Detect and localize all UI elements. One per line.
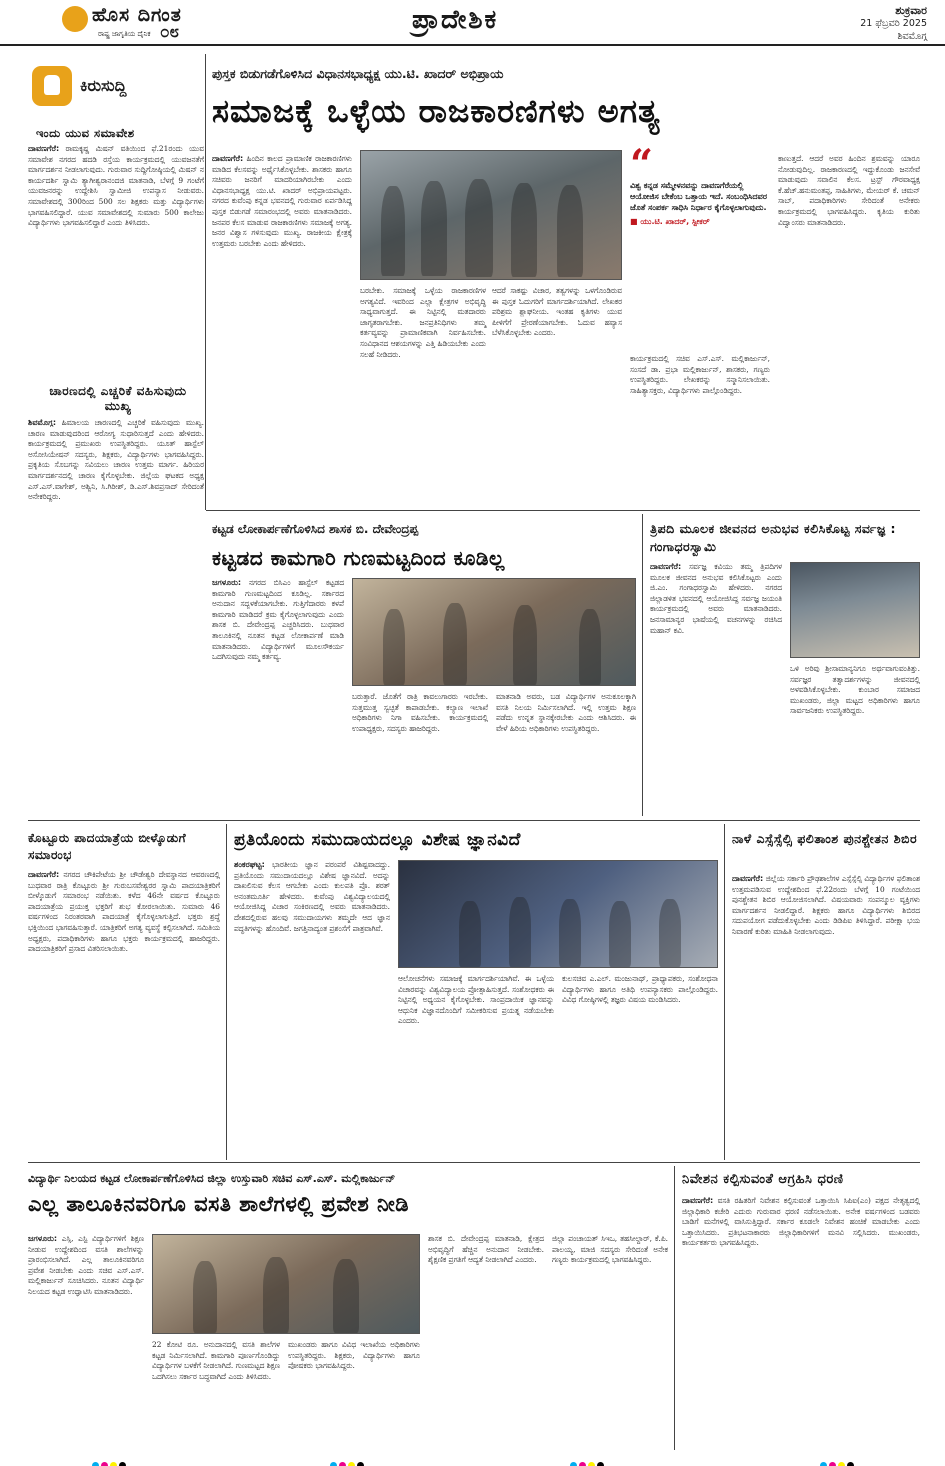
hostel-headline: ಎಲ್ಲ ತಾಲೂಕಿನವರಿಗೂ ವಸತಿ ಶಾಲೆಗಳಲ್ಲಿ ಪ್ರವೇಶ ನೀಡಿ xyxy=(28,1192,410,1216)
quote-attribution: ■ ಯು.ಟಿ. ಖಾದರ್, ಸ್ಪೀಕರ್ xyxy=(630,217,710,226)
column-rule xyxy=(724,824,725,1160)
kotturu-text: ನಗರದ ಚೌಕಿಪೇಟೆಯ ಶ್ರೀ ಚೌಡೇಶ್ವರಿ ದೇವಸ್ಥಾನದ ಆವರಣದಲ್ಲಿ ಬುಧವಾರ ರಾತ್ರಿ ಕೊಟ್ಟೂರು ಶ್ರೀ ಗುರುಬಸವೇಶ್ವರರ ಸ್ವಾಮಿ ಪಾದಯಾತ್ರಿಕರಿಗೆ ಬೀಳ್ಕೊಡುಗೆ ಸಮಾರಂಭ ನಡೆಯಿತು. ಕಳೆದ 46ನೇ ವರ್ಷದ ಕೊಟ್ಟೂರು ಪಾದಯಾತ್ರೆಯ ಪ್ರಯುಕ್ತ ಭಕ್ತರಿಗೆ ಶುಭ ಕೋರಲಾಯಿತು. ಸುಮಾರು 46 ವರ್ಷಗಳಿಂದ ನಿರಂತರವಾಗಿ ಪಾದಯಾತ್ರೆ ಕೈಗೊಳ್ಳಲಾಗುತ್ತಿದೆ. ಭಕ್ತರು ಶ್ರದ್ಧೆ ಭಕ್ತಿಯಿಂದ ಭಾಗವಹಿಸುತ್ತಾರೆ. ಯಾತ್ರಿಕರಿಗೆ ಅಗತ್ಯ ವ್ಯವಸ್ಥೆ ಕಲ್ಪಿಸಲಾಗಿದೆ. ಸಮಿತಿಯ ಅಧ್ಯಕ್ಷರು, ಪದಾಧಿಕಾರಿಗಳು ಹಾಗೂ ಭಕ್ತರು ಕಾರ್ಯಕ್ರಮದಲ್ಲಿ ಹಾಜರಿದ್ದರು. ಪಾದಯಾತ್ರಿಕರಿಗೆ ಪ್ರಸಾದ ವಿತರಿಸಲಾಯಿತು. xyxy=(28,870,220,954)
kotturu-story xyxy=(28,826,220,1156)
hostel-body-col-1 xyxy=(28,1234,144,1448)
hostel-story xyxy=(28,1168,668,1448)
building-body-col-2: ಬರುತ್ತಾರೆ. ಜೊತೆಗೆ ರಾತ್ರಿ ಕಾವಲುಗಾರರು ಇರಬೇಕು. ಸುತ್ತಮುತ್ತ ಸ್ವಚ್ಛತೆ ಕಾಪಾಡಬೇಕು. ಕಲ್ಯಾಣ ಇಲಾಖೆ ಅಧಿಕಾರಿಗಳು ನಿಗಾ ವಹಿಸಬೇಕು. ಕಾರ್ಯಕ್ರಮದಲ್ಲಿ ಉಪಾಧ್ಯಕ್ಷರು, ಸದಸ್ಯರು ಹಾಜರಿದ್ದರು. xyxy=(352,692,488,733)
brief-1-text: ರಾಮಕೃಷ್ಣ ಮಿಷನ್ ವತಿಯಿಂದ ಫೆ.21ರಂದು ಯುವ ಸಮಾವೇಶ ನಗರದ ಹದಡಿ ರಸ್ತೆಯ ಕಾರ್ಯಕ್ರಮದಲ್ಲಿ ಯುವಜನತೆಗೆ ಮಾರ್ಗದರ್ಶನ ನೀಡಲಾಗುವುದು. ಗುರುವಾರ ಸುದ್ದಿಗೋಷ್ಠಿಯಲ್ಲಿ ಮಿಷನ್ ನ ಕಾರ್ಯದರ್ಶಿ ಸ್ವಾಮಿ ತ್ಯಾಗೀಶ್ವರಾನಂದಜಿ ಮಾತನಾಡಿ, ಬೆಳಗ್ಗೆ 9 ಗಂಟೆಗೆ ಯುವಜನರನ್ನು ಉದ್ದೇಶಿಸಿ ಸ್ವಾಮೀಜಿ ಉಪನ್ಯಾಸ ನೀಡುವರು. ಸಮಾವೇಶದಲ್ಲಿ 300ರಿಂದ 500 ಸಲ ಶಿಕ್ಷಕರು ಮತ್ತು ವಿದ್ಯಾರ್ಥಿಗಳು ಭಾಗವಹಿಸಲಿದ್ದಾರೆ. ಯುವ ಸಮಾವೇಶದಲ್ಲಿ ಸುಮಾರು 500 ಕಾಲೇಜು ವಿದ್ಯಾರ್ಥಿಗಳು ಭಾಗವಹಿಸಲಿದ್ದಾರೆ ಎಂದು ತಿಳಿಸಿದರು. xyxy=(28,144,204,228)
knowledge-body-col-2: ಆಲೋಚನೆಗಳು ಸಮಾಜಕ್ಕೆ ಮಾರ್ಗದರ್ಶಿಯಾಗಿವೆ. ಈ ಒಳ್ಳೆಯ ವಿಚಾರವನ್ನು ವಿಶ್ವವಿದ್ಯಾಲಯ ಪ್ರೋತ್ಸಾಹಿಸುತ್ತದೆ. ಸಂಶೋಧಕರು ಈ ನಿಟ್ಟಿನಲ್ಲಿ ಅಧ್ಯಯನ ಕೈಗೊಳ್ಳಬೇಕು. ಸಾಂಪ್ರದಾಯಿಕ ಜ್ಞಾನವನ್ನು ಆಧುನಿಕ ವಿಜ್ಞಾನದೊಂದಿಗೆ ಸಮೀಕರಿಸುವ ಪ್ರಯತ್ನ ನಡೆಯಬೇಕು ಎಂದರು. xyxy=(398,974,554,1026)
hostel-text-1: ಎಸ್ಸಿ, ಎಸ್ಟಿ ವಿದ್ಯಾರ್ಥಿಗಳಿಗೆ ಶಿಕ್ಷಣ ನೀಡುವ ಉದ್ದೇಶದಿಂದ ವಸತಿ ಶಾಲೆಗಳನ್ನು ಪ್ರಾರಂಭಿಸಲಾಗಿದೆ. ಎಲ್ಲ ತಾಲೂಕಿನವರಿಗೂ ಪ್ರವೇಶ ನೀಡಬೇಕು ಎಂದು ಸಚಿವ ಎಸ್.ಎಸ್. ಮಲ್ಲಿಕಾರ್ಜುನ್ ಸೂಚಿಸಿದರು. ನೂತನ ವಿದ್ಯಾರ್ಥಿ ನಿಲಯದ ಕಟ್ಟಡ ಉದ್ಘಾಟಿಸಿ ಮಾತನಾಡಿದರು. xyxy=(28,1234,144,1296)
lead-body-col-1 xyxy=(212,154,352,504)
masthead xyxy=(0,0,945,46)
photo-figure xyxy=(465,179,493,277)
column-rule xyxy=(205,54,206,510)
registration-marks xyxy=(330,1454,366,1462)
building-dateline: ಜಗಳೂರು: xyxy=(212,578,242,587)
sslc-headline: ನಾಳೆ ಎಸ್ಸೆಸ್ಸೆಲ್ಸಿ ಫಲಿತಾಂಶ ಪುನಶ್ಚೇತನ ಶಿಬಿರ xyxy=(732,831,918,846)
section-title: ಪ್ರಾದೇಶಿಕ xyxy=(412,5,499,35)
building-text-1: ನಗರದ ಬಿಸಿಎಂ ಹಾಸ್ಟೆಲ್ ಕಟ್ಟಡದ ಕಾಮಗಾರಿ ಗುಣಮಟ್ಟದಿಂದ ಕೂಡಿಲ್ಲ. ಸರ್ಕಾರದ ಅನುದಾನ ಸದ್ಬಳಕೆಯಾಗಬೇಕು. ಗುತ್ತಿಗೆದಾರರು ಕಳಪೆ ಕಾಮಗಾರಿ ಮಾಡಿದರೆ ಕ್ರಮ ಕೈಗೊಳ್ಳಲಾಗುವುದು ಎಂದು ಶಾಸಕ ಬಿ. ದೇವೇಂದ್ರಪ್ಪ ಎಚ್ಚರಿಸಿದರು. ಬುಧವಾರ ತಾಲೂಕಿನಲ್ಲಿ ನೂತನ ಕಟ್ಟಡ ಲೋಕಾರ್ಪಣೆ ಮಾಡಿ ಮಾತನಾಡಿದರು. ವಿದ್ಯಾರ್ಥಿಗಳಿಗೆ ಮೂಲಸೌಕರ್ಯ ಒದಗಿಸುವುದು ನಮ್ಮ ಕರ್ತವ್ಯ. xyxy=(212,578,344,662)
paper-name: ಹೊಸ ದಿಗಂತ xyxy=(92,4,182,26)
sslc-text: ಜಿಲ್ಲೆಯ ಸರ್ಕಾರಿ ಪ್ರೌಢಶಾಲೆಗಳ ಎಸ್ಸೆಸ್ಸೆಲ್ಸಿ ವಿದ್ಯಾರ್ಥಿಗಳ ಫಲಿತಾಂಶ ಉತ್ತಮಪಡಿಸುವ ಉದ್ದೇಶದಿಂದ ಫೆ.22ರಂದು ಬೆಳಗ್ಗೆ 10 ಗಂಟೆಯಿಂದ ಪುನಶ್ಚೇತನ ಶಿಬಿರ ಆಯೋಜಿಸಲಾಗಿದೆ. ವಿಷಯವಾರು ಸಂಪನ್ಮೂಲ ವ್ಯಕ್ತಿಗಳು ಮಾರ್ಗದರ್ಶನ ನೀಡಲಿದ್ದಾರೆ. ಶಿಕ್ಷಕರು ಹಾಗೂ ವಿದ್ಯಾರ್ಥಿಗಳು ಶಿಬಿರದ ಸದುಪಯೋಗ ಪಡೆದುಕೊಳ್ಳಬೇಕು ಎಂದು ಡಿಡಿಪಿಐ ತಿಳಿಸಿದ್ದಾರೆ. ಪರೀಕ್ಷಾ ಭಯ ನಿವಾರಣೆ ಕುರಿತು ಮಾಹಿತಿ ನೀಡಲಾಗುವುದು. xyxy=(732,874,920,936)
section-rule xyxy=(206,510,920,511)
building-body-col-3: ಮಾತನಾಡಿ ಅವರು, ಬಡ ವಿದ್ಯಾರ್ಥಿಗಳ ಅನುಕೂಲಕ್ಕಾಗಿ ವಸತಿ ನಿಲಯ ನಿರ್ಮಿಸಲಾಗಿದೆ. ಇಲ್ಲಿ ಉತ್ತಮ ಶಿಕ್ಷಣ ಪಡೆದು ಉನ್ನತ ಸ್ಥಾನಕ್ಕೇರಬೇಕು ಎಂದು ಆಶಿಸಿದರು. ಈ ವೇಳೆ ಹಿರಿಯ ಅಧಿಕಾರಿಗಳು ಉಪಸ್ಥಿತರಿದ್ದರು. xyxy=(496,692,636,733)
registration-marks xyxy=(570,1454,606,1462)
sarvajna-dateline: ದಾವಣಗೆರೆ: xyxy=(650,562,682,571)
quote-text: ವಿಶ್ವ ಕನ್ನಡ ಸಮ್ಮೇಳನವನ್ನು ದಾವಣಗೆರೆಯಲ್ಲಿ ಆಯೋಜಿಸ ಬೇಕೆಂಬ ಒತ್ತಾಯ ಇದೆ. ಸಂಬಂಧಿಸಿದವರ ಜೊತೆ ಸಂಪರ್ಕ ಸಾಧಿಸಿ ನಿರ್ಧಾರ ಕೈಗೊಳ್ಳಲಾಗುವುದು. xyxy=(630,181,767,212)
lead-kicker: ಪುಸ್ತಕ ಬಿಡುಗಡೆಗೊಳಿಸಿದ ವಿಧಾನಸಭಾಧ್ಯಕ್ಷ ಯು.ಟಿ. ಖಾದರ್ ಅಭಿಪ್ರಾಯ xyxy=(212,66,504,81)
photo-figure xyxy=(509,897,531,967)
brief-1-headline: ಇಂದು ಯುವ ಸಮಾವೇಶ xyxy=(36,126,135,140)
photo-figure xyxy=(459,901,481,967)
knowledge-dateline: ಶಂಕರಘಟ್ಟ: xyxy=(234,860,265,869)
issue-dateline xyxy=(860,4,927,43)
section-rule xyxy=(28,1162,920,1163)
quote-mark-icon: “ xyxy=(630,141,654,188)
knowledge-story xyxy=(234,826,718,1156)
hand-icon xyxy=(44,75,60,95)
pull-quote xyxy=(630,141,770,350)
lead-body-col-5: ಕಾಣುತ್ತದೆ. ಆದರೆ ಅವರ ಹಿಂದಿನ ಶ್ರಮವನ್ನು ಯಾರೂ ನೋಡುವುದಿಲ್ಲ. ರಾಜಕಾರಣದಲ್ಲಿ ಇದ್ದುಕೊಂಡು ಜನಸೇವೆ ಮಾಡುವುದು ಸವಾಲಿನ ಕೆಲಸ. ಟ್ರಸ್ಟ್ ಗೌರವಾಧ್ಯಕ್ಷ ಕೆ.ಹೆಚ್.ಹನುಮಂತಪ್ಪ, ಸಾಹಿತಿಗಳು, ಮೇಯರ್ ಕೆ. ಚಮನ್ ಸಾಬ್, ಪದಾಧಿಕಾರಿಗಳು ಸೇರಿದಂತೆ ಅನೇಕರು ಕಾರ್ಯಕ್ರಮದಲ್ಲಿ ಭಾಗವಹಿಸಿದ್ದರು. ಕೃತಿಯ ಕುರಿತು ವಿದ್ವಾಂಸರು ಮಾತನಾಡಿದರು. xyxy=(778,154,920,227)
lead-body-col-3: ಆದರೆ ಸಾಕಷ್ಟು ವಿಚಾರ, ತತ್ವಗಳನ್ನು ಒಳಗೊಂಡಿರುವ ಈ ಪುಸ್ತಕ ಓದುಗರಿಗೆ ಮಾರ್ಗದರ್ಶಿಯಾಗಿದೆ. ಲೇಖಕರ ಪರಿಶ್ರಮ ಶ್ಲಾಘನೀಯ. ಇಂತಹ ಕೃತಿಗಳು ಯುವ ಪೀಳಿಗೆಗೆ ಪ್ರೇರಣೆಯಾಗಬೇಕು. ಓದುವ ಹವ್ಯಾಸ ಬೆಳೆಸಿಕೊಳ್ಳಬೇಕು ಎಂದರು. xyxy=(492,286,622,338)
hostel-body-col-2: 22 ಕೋಟಿ ರೂ. ಅನುದಾನದಲ್ಲಿ ವಸತಿ ಶಾಲೆಗಳ ಕಟ್ಟಡ ನಿರ್ಮಿಸಲಾಗಿದೆ. ಕಾಮಗಾರಿ ಪೂರ್ಣಗೊಂಡಿದ್ದು ವಿದ್ಯಾರ್ಥಿಗಳ ಬಳಕೆಗೆ ನೀಡಲಾಗಿದೆ. ಗುಣಮಟ್ಟದ ಶಿಕ್ಷಣ ಒದಗಿಸಲು ಸರ್ಕಾರ ಬದ್ಧವಾಗಿದೆ ಎಂದು ತಿಳಿಸಿದರು. xyxy=(152,1340,280,1381)
sarvajna-text-1: ಸರ್ವಜ್ಞ ಕವಿಯು ತಮ್ಮ ತ್ರಿಪದಿಗಳ ಮೂಲಕ ಜೀವನದ ಅನುಭವ ಕಲಿಸಿಕೊಟ್ಟರು ಎಂದು ಜಿ.ಎಂ. ಗಂಗಾಧರಸ್ವಾಮಿ ಹೇಳಿದರು. ನಗರದ ಜಿಲ್ಲಾಡಳಿತ ಭವನದಲ್ಲಿ ಆಯೋಜಿಸಿದ್ದ ಸರ್ವಜ್ಞ ಜಯಂತಿ ಕಾರ್ಯಕ್ರಮದಲ್ಲಿ ಅವರು ಮಾತನಾಡಿದರು. ಜನಸಾಮಾನ್ಯರ ಭಾಷೆಯಲ್ಲಿ ವಚನಗಳನ್ನು ರಚಿಸಿದ ಮಹಾನ್ ಕವಿ. xyxy=(650,562,782,635)
quote-speaker: ಯು.ಟಿ. ಖಾದರ್, ಸ್ಪೀಕರ್ xyxy=(640,217,710,226)
lead-dateline: ದಾವಣಗೆರೆ: xyxy=(212,154,244,163)
brief-2-body xyxy=(28,418,204,503)
knowledge-body-col-3: ಕುಲಸಚಿವ ಎ.ಎಲ್. ಮಂಜುನಾಥ್, ಪ್ರಾಧ್ಯಾಪಕರು, ಸಂಶೋಧನಾ ವಿದ್ಯಾರ್ಥಿಗಳು ಹಾಗೂ ಅತಿಥಿ ಉಪನ್ಯಾಸಕರು ಪಾಲ್ಗೊಂಡಿದ್ದರು. ವಿವಿಧ ಗೋಷ್ಠಿಗಳಲ್ಲಿ ತಜ್ಞರು ವಿಷಯ ಮಂಡಿಸಿದರು. xyxy=(562,974,718,1005)
hostel-body-col-3: ಮುಖಂಡರು ಹಾಗೂ ವಿವಿಧ ಇಲಾಖೆಯ ಅಧಿಕಾರಿಗಳು ಉಪಸ್ಥಿತರಿದ್ದರು. ಶಿಕ್ಷಕರು, ವಿದ್ಯಾರ್ಥಿಗಳು ಹಾಗೂ ಪೋಷಕರು ಭಾಗವಹಿಸಿದ್ದರು. xyxy=(288,1340,420,1371)
brief-2-text: ಹಿಮಾಲಯ ಚಾರಣದಲ್ಲಿ ಎಚ್ಚರಿಕೆ ವಹಿಸುವುದು ಮುಖ್ಯ. ಚಾರಣ ಮಾಡುವುದರಿಂದ ಆರೋಗ್ಯ ಸುಧಾರಿಸುತ್ತದೆ ಎಂದು ಹೇಳಿದರು. ಕಾರ್ಯಕ್ರಮದಲ್ಲಿ ಪ್ರಮುಖರು ಉಪಸ್ಥಿತರಿದ್ದರು. ಯೂತ್ ಹಾಸ್ಟೆಲ್ ಅಸೋಸಿಯೇಷನ್ ಸದಸ್ಯರು, ಶಿಕ್ಷಕರು, ವಿದ್ಯಾರ್ಥಿಗಳು ಭಾಗವಹಿಸಿದ್ದರು. ಪ್ರಕೃತಿಯ ಸೊಬಗನ್ನು ಸವಿಯಲು ಚಾರಣ ಉತ್ತಮ ಮಾರ್ಗ. ಹಿರಿಯರ ಮಾರ್ಗದರ್ಶನದಲ್ಲಿ ಚಾರಣ ಕೈಗೊಳ್ಳಬೇಕು. ಜಿಲ್ಲೆಯ ಘಟಕದ ಅಧ್ಯಕ್ಷ ಎಸ್.ಎಸ್.ವಾಗೇಶ್, ಅಶ್ವಿನಿ, ಸಿ.ಗಿರೀಶ್, ಡಿ.ಎಸ್.ಶಿವಪ್ರಸಾದ್ ಸೇರಿದಂತೆ ಅನೇಕರಿದ್ದರು. xyxy=(28,418,204,502)
protest-story xyxy=(682,1168,920,1448)
kotturu-dateline: ದಾವಣಗೆರೆ: xyxy=(28,870,60,879)
building-kicker: ಕಟ್ಟಡ ಲೋಕಾರ್ಪಣೆಗೊಳಿಸಿದ ಶಾಸಕ ಬಿ. ದೇವೇಂದ್ರಪ್ಪ xyxy=(212,522,419,536)
building-body-col-1 xyxy=(212,578,344,812)
hostel-kicker: ವಿದ್ಯಾರ್ಥಿ ನಿಲಯದ ಕಟ್ಟಡ ಲೋಕಾರ್ಪಣೆಗೊಳಿಸಿದ ಜಿಲ್ಲಾ ಉಸ್ತುವಾರಿ ಸಚಿವ ಎಸ್.ಎಸ್. ಮಲ್ಲಿಕಾರ್ಜುನ್ xyxy=(28,1172,396,1185)
kirusuddi-column xyxy=(28,54,204,506)
issue-day: ಶುಕ್ರವಾರ xyxy=(895,4,927,17)
knowledge-body-col-1 xyxy=(234,860,390,1156)
sarvajna-body-col-1 xyxy=(650,562,782,812)
building-story xyxy=(212,516,636,816)
sslc-body xyxy=(732,874,920,1156)
building-headline: ಕಟ್ಟಡದ ಕಾಮಗಾರಿ ಗುಣಮಟ್ಟದಿಂದ ಕೂಡಿಲ್ಲ xyxy=(212,546,505,570)
lead-story xyxy=(212,54,920,508)
issue-city: ಶಿವಮೊಗ್ಗ xyxy=(897,31,927,42)
photo-figure xyxy=(421,181,447,276)
photo-figure xyxy=(511,183,537,277)
protest-headline: ನಿವೇಶನ ಕಲ್ಪಿಸುವಂತೆ ಆಗ್ರಹಿಸಿ ಧರಣಿ xyxy=(682,1172,844,1187)
knowledge-photo xyxy=(398,860,718,968)
knowledge-text-1: ಭಾರತೀಯ ಜ್ಞಾನ ಪರಂಪರೆ ವಿಶಿಷ್ಟವಾದದ್ದು. ಪ್ರತಿಯೊಂದು ಸಮುದಾಯದಲ್ಲೂ ವಿಶೇಷ ಜ್ಞಾನವಿದೆ. ಅದನ್ನು ದಾಖಲಿಸುವ ಕೆಲಸ ಆಗಬೇಕು ಎಂದು ಕುಲಪತಿ ಪ್ರೊ. ಶರತ್ ಅನಂತಮೂರ್ತಿ ಹೇಳಿದರು. ಕುವೆಂಪು ವಿಶ್ವವಿದ್ಯಾಲಯದಲ್ಲಿ ಆಯೋಜಿಸಿದ್ದ ವಿಚಾರ ಸಂಕಿರಣದಲ್ಲಿ ಅವರು ಮಾತನಾಡಿದರು. ದೇಶದಲ್ಲಿರುವ ಹಲವು ಸಮುದಾಯಗಳು ತಮ್ಮದೇ ಆದ ಜ್ಞಾನ ಪದ್ಧತಿಗಳನ್ನು ಹೊಂದಿವೆ. ಜಗತ್ತಿನಾದ್ಯಂತ ಪ್ರಶಂಸೆಗೆ ಪಾತ್ರವಾಗಿವೆ. xyxy=(234,860,390,933)
protest-text: ವಸತಿ ರಹಿತರಿಗೆ ನಿವೇಶನ ಕಲ್ಪಿಸುವಂತೆ ಒತ್ತಾಯಿಸಿ ಸಿಪಿಐ(ಎಂ) ಪಕ್ಷದ ನೇತೃತ್ವದಲ್ಲಿ ಜಿಲ್ಲಾಧಿಕಾರಿ ಕಚೇರಿ ಎದುರು ಗುರುವಾರ ಧರಣಿ ನಡೆಸಲಾಯಿತು. ಅನೇಕ ವರ್ಷಗಳಿಂದ ಬಡವರು ಬಾಡಿಗೆ ಮನೆಗಳಲ್ಲಿ ವಾಸಿಸುತ್ತಿದ್ದಾರೆ. ಸರ್ಕಾರ ಕೂಡಲೇ ನಿವೇಶನ ಹಂಚಿಕೆ ಮಾಡಬೇಕು ಎಂದು ಒತ್ತಾಯಿಸಿದರು. ಪ್ರತಿಭಟನಾಕಾರರು ಜಿಲ್ಲಾಧಿಕಾರಿಗಳಿಗೆ ಮನವಿ ಸಲ್ಲಿಸಿದರು. ಮುಖಂಡರು, ಕಾರ್ಯಕರ್ತರು ಭಾಗವಹಿಸಿದ್ದರು. xyxy=(682,1196,920,1248)
logo-emblem-icon xyxy=(62,6,88,32)
brief-1-body xyxy=(28,144,204,229)
photo-figure xyxy=(559,899,581,967)
photo-figure xyxy=(443,603,467,685)
sarvajna-photo xyxy=(790,562,920,658)
lead-body-col-4: ಕಾರ್ಯಕ್ರಮದಲ್ಲಿ ಸಚಿವ ಎಸ್.ಎಸ್. ಮಲ್ಲಿಕಾರ್ಜುನ್, ಸಂಸದೆ ಡಾ. ಪ್ರಭಾ ಮಲ್ಲಿಕಾರ್ಜುನ್, ಶಾಸಕರು, ಗಣ್ಯರು ಉಪಸ್ಥಿತರಿದ್ದರು. ಲೇಖಕರನ್ನು ಸನ್ಮಾನಿಸಲಾಯಿತು. ಸಾಹಿತ್ಯಾಸಕ್ತರು, ವಿದ್ಯಾರ್ಥಿಗಳು ಪಾಲ್ಗೊಂಡಿದ್ದರು. xyxy=(630,354,770,395)
photo-figure xyxy=(381,186,405,276)
page-number: ೦೮ xyxy=(160,22,180,42)
hostel-photo xyxy=(152,1234,420,1334)
kotturu-body xyxy=(28,870,220,1156)
lead-text-1: ಹಿಂದಿನ ಕಾಲದ ಪ್ರಾಮಾಣಿಕ ರಾಜಕಾರಣಿಗಳು ಮಾಡಿದ ಕೆಲಸವನ್ನು ಅರ್ಥೈಸಿಕೊಳ್ಳಬೇಕು. ಶಾಸಕರು ಹಾಗೂ ಸಚಿವರು ಜನರಿಗೆ ಮಾದರಿಯಾಗಿರಬೇಕು ಎಂದು ವಿಧಾನಸಭಾಧ್ಯಕ್ಷ ಯು.ಟಿ. ಖಾದರ್ ಅಭಿಪ್ರಾಯಪಟ್ಟರು. ನಗರದ ಕುವೆಂಪು ಕನ್ನಡ ಭವನದಲ್ಲಿ ಗುರುವಾರ ಏರ್ಪಡಿಸಿದ್ದ ಪುಸ್ತಕ ಬಿಡುಗಡೆ ಸಮಾರಂಭದಲ್ಲಿ ಅವರು ಮಾತನಾಡಿದರು. ಜನಪರ ಕೆಲಸ ಮಾಡುವ ರಾಜಕಾರಣಿಗಳು ಸಮಾಜಕ್ಕೆ ಅಗತ್ಯ. ಜನರ ವಿಶ್ವಾಸ ಗಳಿಸುವುದು ಮುಖ್ಯ. ರಾಜಕೀಯ ಕ್ಷೇತ್ರಕ್ಕೆ ಉತ್ತಮರು ಬರಬೇಕು ಎಂದು ಹೇಳಿದರು. xyxy=(212,154,352,248)
photo-figure xyxy=(557,185,583,277)
photo-figure xyxy=(609,901,631,967)
sslc-dateline: ದಾವಣಗೆರೆ: xyxy=(732,874,764,883)
column-rule xyxy=(642,514,643,816)
sarvajna-story xyxy=(650,516,920,816)
brief-1-dateline: ದಾವಣಗೆರೆ: xyxy=(28,144,60,153)
issue-date: 21 ಫೆಬ್ರವರಿ 2025 xyxy=(860,18,927,29)
brief-2-headline: ಚಾರಣದಲ್ಲಿ ಎಚ್ಚರಿಕೆ ವಹಿಸುವುದು ಮುಖ್ಯ xyxy=(49,384,187,413)
kotturu-headline: ಕೊಟ್ಟೂರು ಪಾದಯಾತ್ರೆಯ ಬೀಳ್ಕೊಡುಗೆ ಸಮಾರಂಭ xyxy=(28,831,187,862)
hostel-body-col-4: ಶಾಸಕ ಬಿ. ದೇವೇಂದ್ರಪ್ಪ ಮಾತನಾಡಿ, ಕ್ಷೇತ್ರದ ಅಭಿವೃದ್ಧಿಗೆ ಹೆಚ್ಚಿನ ಅನುದಾನ ನೀಡಬೇಕು. ಶೈಕ್ಷಣಿಕ ಪ್ರಗತಿಗೆ ಆದ್ಯತೆ ನೀಡಲಾಗಿದೆ ಎಂದರು. xyxy=(428,1234,544,1265)
hostel-dateline: ಜಗಳೂರು: xyxy=(28,1234,58,1243)
sarvajna-body-col-2: ಒಳಿ ಅರಿವು ಶ್ರೀಸಾಮಾನ್ಯನಿಗೂ ಅರ್ಥವಾಗುವಂತಿತ್ತು. ಸರ್ವಜ್ಞರ ತತ್ವಾದರ್ಶಗಳನ್ನು ಜೀವನದಲ್ಲಿ ಅಳವಡಿಸಿಕೊಳ್ಳಬೇಕು. ಕುಂಬಾರ ಸಮಾಜದ ಮುಖಂಡರು, ಜಿಲ್ಲಾ ಮಟ್ಟದ ಅಧಿಕಾರಿಗಳು ಹಾಗೂ ಸಾರ್ವಜನಿಕರು ಉಪಸ್ಥಿತರಿದ್ದರು. xyxy=(790,664,920,716)
protest-dateline: ದಾವಣಗೆರೆ: xyxy=(682,1196,714,1205)
column-rule xyxy=(226,824,227,1160)
kirusuddi-label: ಕಿರುಸುದ್ದಿ xyxy=(80,76,127,95)
photo-figure xyxy=(659,899,681,967)
photo-figure xyxy=(513,605,537,685)
photo-figure xyxy=(333,1259,359,1333)
sslc-story xyxy=(732,826,920,1156)
registration-marks xyxy=(92,1454,128,1462)
lead-photo xyxy=(360,150,622,280)
photo-figure xyxy=(579,609,601,685)
photo-figure xyxy=(263,1257,289,1333)
hostel-body-col-5: ಜಿಲ್ಲಾ ಪಂಚಾಯತ್ ಸಿಇಒ, ತಹಸೀಲ್ದಾರ್, ಕೆ.ಪಿ. ಪಾಲಯ್ಯ, ಮಾಜಿ ಸದಸ್ಯರು ಸೇರಿದಂತೆ ಅನೇಕ ಗಣ್ಯರು ಕಾರ್ಯಕ್ರಮದಲ್ಲಿ ಭಾಗವಹಿಸಿದ್ದರು. xyxy=(552,1234,668,1265)
registration-marks xyxy=(820,1454,856,1462)
section-rule xyxy=(28,820,920,821)
column-rule xyxy=(674,1166,675,1450)
paper-tagline: ರಾಷ್ಟ್ರ ಜಾಗೃತಿಯ ದೈನಿಕ xyxy=(98,30,151,38)
sarvajna-headline: ತ್ರಿಪದಿ ಮೂಲಕ ಜೀವನದ ಅನುಭವ ಕಲಿಸಿಕೊಟ್ಟ ಸರ್ವಜ್ಞ : ಗಂಗಾಧರಸ್ವಾಮಿ xyxy=(650,521,897,554)
lead-body-col-2: ಬರಬೇಕು. ಸಮಾಜಕ್ಕೆ ಒಳ್ಳೆಯ ರಾಜಕಾರಣಿಗಳ ಅಗತ್ಯವಿದೆ. ಇವರಿಂದ ಎಲ್ಲಾ ಕ್ಷೇತ್ರಗಳ ಅಭಿವೃದ್ಧಿ ಸಾಧ್ಯವಾಗುತ್ತದೆ. ಈ ನಿಟ್ಟಿನಲ್ಲಿ ಮತದಾರರು ಜಾಗೃತರಾಗಬೇಕು. ಜನಪ್ರತಿನಿಧಿಗಳು ತಮ್ಮ ಕರ್ತವ್ಯವನ್ನು ಪ್ರಾಮಾಣಿಕವಾಗಿ ನಿರ್ವಹಿಸಬೇಕು. ಸಂವಿಧಾನದ ಆಶಯಗಳನ್ನು ಎತ್ತಿ ಹಿಡಿಯಬೇಕು ಎಂದು ಸಲಹೆ ನೀಡಿದರು. xyxy=(360,286,486,359)
building-photo xyxy=(352,578,636,686)
paper-logo xyxy=(62,4,232,42)
kirusuddi-badge xyxy=(32,66,72,106)
photo-figure xyxy=(193,1261,217,1333)
protest-body xyxy=(682,1196,920,1448)
knowledge-headline: ಪ್ರತಿಯೊಂದು ಸಮುದಾಯದಲ್ಲೂ ವಿಶೇಷ ಜ್ಞಾನವಿದೆ xyxy=(234,830,521,850)
lead-headline: ಸಮಾಜಕ್ಕೆ ಒಳ್ಳೆಯ ರಾಜಕಾರಣಿಗಳು ಅಗತ್ಯ xyxy=(212,92,661,130)
brief-2-dateline: ಶಿವಮೊಗ್ಗ: xyxy=(28,418,57,427)
photo-figure xyxy=(383,609,405,685)
